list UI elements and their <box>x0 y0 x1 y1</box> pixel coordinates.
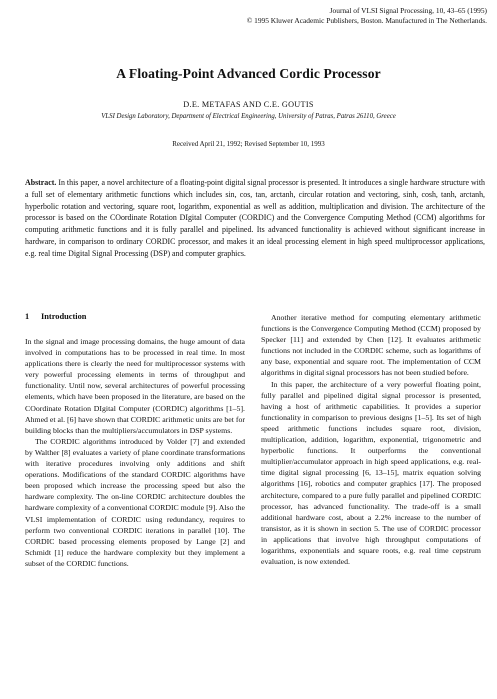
section-title: Introduction <box>41 312 87 321</box>
paragraph: The CORDIC algorithms introduced by Volder [7] and extended by Walther [8] evaluates a variety of plane coordinate transformations with iterative procedures involving only additions and shift operations. Modifications of the standard CORDIC algorithms have been proposed which increase the processing speed but also the hardware complexity. The on-line CORDIC architecture doubles the hardware complexity of a conventional CORDIC module [9]. Also the VLSI implementation of CORDIC using redundancy, requires to perform two conventional CORDIC iterations in parallel [10]. The CORDIC based processing elements proposed by Lange [2] and Schmidt [1] reduce the hardware complexity but they implement a subset of the CORDIC functions. <box>25 436 245 568</box>
section-number: 1 <box>25 312 30 321</box>
copyright-line: © 1995 Kluwer Academic Publishers, Boston. Manufactured in The Netherlands. <box>246 16 487 25</box>
received-dates: Received April 21, 1992; Revised September 10, 1993 <box>172 140 325 148</box>
abstract <box>25 177 485 260</box>
journal-header <box>247 6 487 26</box>
abstract-label: Abstract. <box>25 178 57 187</box>
abstract-text: In this paper, a novel architecture of a floating-point digital signal processor is presented. It introduces a single hardware structure with a full set of elementary arithmetic functions which includes sin, cos, tan, arctanh, circular rotation and vectoring, sinh, cosh, tanh, arctanh, hyperbolic rotation and vectoring, square root, logarithm, exponential as well as addition, multiplication and division. The architecture of the processor is based on the COordinate Rotation DIgital Computer (CORDIC) and the Convergence Computing Method (CCM) algorithms for computing arithmetic functions and it is fully parallel and pipelined. Its advanced functionality is achieved without significant increase in hardware, in comparison to ordinary CORDIC processor, and makes it an ideal processing element in high speed multiprocessor applications, e.g. real time Digital Signal Processing (DSP) and computer graphics. <box>25 178 485 258</box>
paragraph: Another iterative method for computing elementary arithmetic functions is the Convergence Computing Method (CCM) proposed by Specker [11] and extended by Chen [12]. It evaluates arithmetic functions not included in the CORDIC scheme, such as logarithms of any base, exponential and square root. The implementation of CCM algorithms in digital signal processors has not been studied before. <box>261 313 481 378</box>
affiliation: VLSI Design Laboratory, Department of Electrical Engineering, University of Patras, Patras 26110, Greece <box>101 113 396 120</box>
section-heading <box>25 312 86 321</box>
left-column <box>25 336 245 569</box>
journal-citation: Journal of VLSI Signal Processing, 10, 43–65 (1995) <box>329 6 487 15</box>
authors: D.E. METAFAS AND C.E. GOUTIS <box>183 100 314 109</box>
paragraph: In this paper, the architecture of a very powerful floating point, fully parallel and pipelined digital signal processor is presented, having a host of arithmetic capabilities. It provides a superior functionality in comparison to previous designs [1–5]. Its set of high speed arithmetic functions includes square root, division, multiplication, addition, logarithm, exponential, trigonometric and hyperbolic functions. It outperforms the conventional multiplier/accumulator approach in high speed applications, e.g. real-time digital signal processing [6, 13–15], matrix equation solving algorithms [16], robotics and computer graphics [17]. The proposed architecture, compared to a pure fully parallel and pipelined CORDIC processor, has advanced functionality. The trade-off is a small additional hardware cost, about a 2.2% increase to the number of transistor, as it is shown in section 5. The use of CORDIC processor in applications that involve high throughput computations of logarithms, exponentials and square roots, e.g. real time cepstrum evaluation, is now extended. <box>261 379 481 567</box>
right-column <box>261 312 481 567</box>
paper-title: A Floating-Point Advanced Cordic Processor <box>116 66 381 81</box>
paragraph: In the signal and image processing domains, the huge amount of data involved in computations has to be processed in real time. In most applications there is clearly the need for multiprocessor systems with very powerful processing elements in terms of throughput and functionality. Until now, several architectures of powerful processing elements, which have been proposed in the literature, are based on the COordinate Rotation DIgital Computer (CORDIC) algorithms [1–5]. Ahmed et al. [6] have shown that CORDIC arithmetic units are bet for building blocks than the multipliers/accumulators in DSP systems. <box>25 337 245 435</box>
